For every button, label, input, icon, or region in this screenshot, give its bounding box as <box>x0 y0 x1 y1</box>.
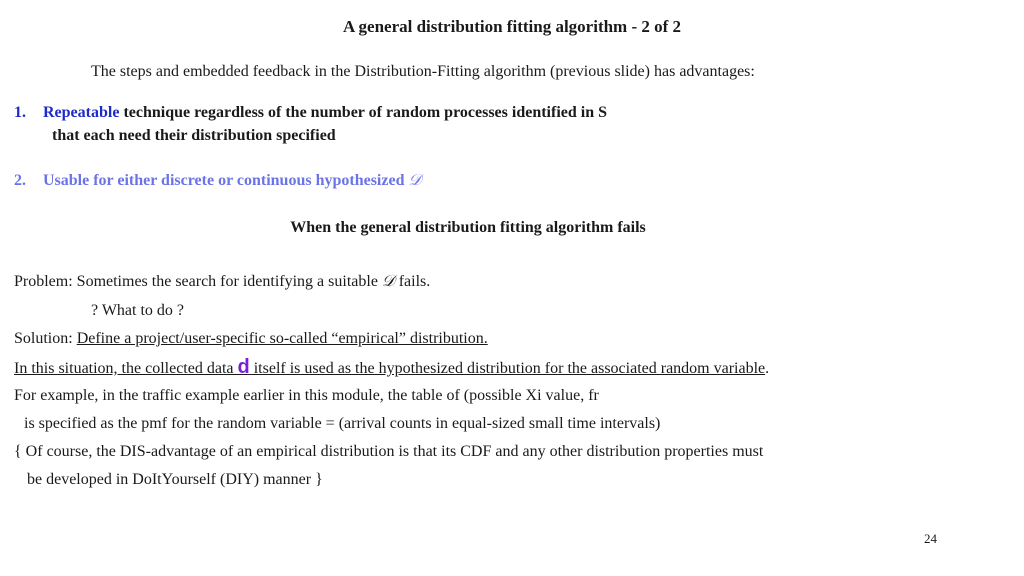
solution-text: Define a project/user-specific so-called “empirical” distribution. <box>76 330 488 347</box>
question-line: ? What to do ? <box>91 302 185 319</box>
point-1-number: 1. <box>14 104 26 121</box>
page-number: 24 <box>924 531 937 546</box>
course-line-1: { Of course, the DIS-advantage of an empirical distribution is that its CDF and any other distribution properties must <box>14 443 764 460</box>
solution-line <box>14 330 488 348</box>
point-1-continuation: that each need their distribution specified <box>52 127 336 144</box>
situation-text <box>14 356 766 378</box>
problem-symbol: 𝒟 <box>381 273 395 290</box>
problem-line <box>14 273 430 291</box>
point-2 <box>14 172 421 190</box>
situation-end: . <box>765 360 770 377</box>
point-2-number: 2. <box>14 172 26 189</box>
point-2-symbol: 𝒟 <box>408 172 422 189</box>
problem-end: fails. <box>398 273 431 290</box>
problem-text: Problem: Sometimes the search for identifying a suitable <box>14 273 378 290</box>
intro-text: The steps and embedded feedback in the Distribution-Fitting algorithm (previous slide) has advantages: <box>91 63 755 80</box>
point-2-text: Usable for either discrete or continuous hypothesized <box>43 172 405 189</box>
situation-after: itself is used as the hypothesized distribution for the associated random variable <box>249 360 766 377</box>
example-line-1: For example, in the traffic example earlier in this module, the table of (possible Xi value, fr <box>14 387 599 404</box>
situation-before: In this situation, the collected data <box>14 360 238 377</box>
solution-label: Solution: <box>14 330 77 347</box>
course-line-2: be developed in DoItYourself (DIY) manner } <box>27 471 323 488</box>
slide-title: A general distribution fitting algorithm - 2 of 2 <box>342 17 682 36</box>
section-subtitle: When the general distribution fitting algorithm fails <box>290 219 646 236</box>
point-1-text: technique regardless of the number of random processes identified in S <box>119 104 607 121</box>
situation-line <box>14 356 769 379</box>
example-line-2: is specified as the pmf for the random variable = (arrival counts in equal-sized small time intervals) <box>24 415 661 432</box>
data-symbol: d <box>237 356 250 378</box>
point-1 <box>14 104 607 122</box>
point-1-highlight: Repeatable <box>43 104 120 121</box>
